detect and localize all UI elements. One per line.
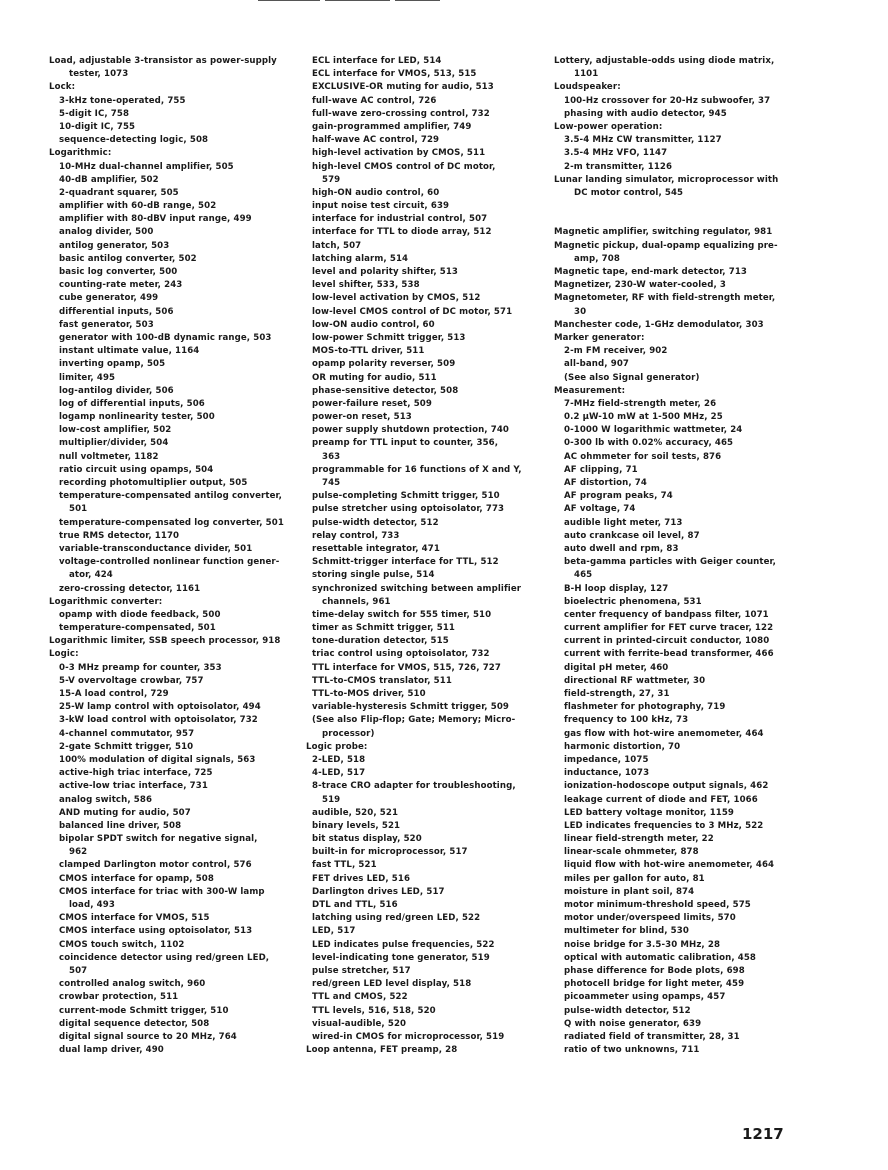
index-entry: power supply shutdown protection, 740 bbox=[312, 425, 509, 436]
index-entry: flashmeter for photography, 719 bbox=[564, 702, 726, 713]
index-entry: TTL and CMOS, 522 bbox=[312, 992, 408, 1003]
index-entry: DC motor control, 545 bbox=[574, 187, 684, 198]
index-entry: TTL-to-CMOS translator, 511 bbox=[312, 675, 452, 686]
index-entry: Measurement: bbox=[554, 385, 626, 396]
index-entry: high-ON audio control, 60 bbox=[312, 187, 440, 198]
index-entry: 3-kHz tone-operated, 755 bbox=[59, 95, 186, 106]
index-entry: TTL-to-MOS driver, 510 bbox=[312, 689, 426, 699]
index-entry: analog switch, 586 bbox=[59, 794, 153, 805]
index-entry: full-wave zero-crossing control, 732 bbox=[312, 108, 490, 119]
index-entry: digital pH meter, 460 bbox=[564, 662, 669, 673]
index-entry: high-level activation by CMOS, 511 bbox=[312, 148, 486, 159]
index-entry: 2-LED, 518 bbox=[312, 754, 366, 765]
index-entry: CMOS interface for opamp, 508 bbox=[59, 873, 214, 884]
index-entry: liquid flow with hot-wire anemometer, 464 bbox=[564, 860, 775, 871]
index-entry: AC ohmmeter for soil tests, 876 bbox=[564, 451, 722, 462]
index-entry: 3.5-4 MHz VFO, 1147 bbox=[564, 148, 668, 159]
index-entry: Magnetic amplifier, switching regulator, 981 bbox=[554, 227, 773, 238]
index-entry: fast TTL, 521 bbox=[312, 860, 377, 871]
index-entry: 3.5-4 MHz CW transmitter, 1127 bbox=[564, 135, 722, 146]
index-entry: 40-dB amplifier, 502 bbox=[59, 174, 159, 185]
index-entry: opamp with diode feedback, 500 bbox=[59, 609, 221, 620]
index-entry: null voltmeter, 1182 bbox=[59, 451, 159, 462]
index-entry: latching using red/green LED, 522 bbox=[312, 913, 481, 924]
top-rule-right bbox=[395, 0, 440, 1]
index-entry: opamp polarity reverser, 509 bbox=[312, 359, 456, 370]
index-entry: variable-hysteresis Schmitt trigger, 509 bbox=[312, 702, 509, 713]
index-entry: 5-digit IC, 758 bbox=[59, 108, 130, 119]
index-entry: latching alarm, 514 bbox=[312, 253, 409, 264]
index-entry: 5-V overvoltage crowbar, 757 bbox=[59, 675, 204, 686]
index-entry: Manchester code, 1-GHz demodulator, 303 bbox=[554, 319, 764, 330]
index-entry: 1101 bbox=[574, 69, 599, 80]
index-entry: latch, 507 bbox=[312, 240, 362, 251]
index-entry bbox=[554, 213, 814, 226]
index-entry: AF clipping, 71 bbox=[564, 464, 638, 475]
index-entry: 10-MHz dual-channel amplifier, 505 bbox=[59, 161, 234, 172]
index-entry: relay control, 733 bbox=[312, 530, 400, 541]
index-entry: 363 bbox=[322, 451, 341, 462]
index-entry: (See also Flip-flop; Gate; Memory; Micro- bbox=[312, 715, 516, 726]
index-entry: level-indicating tone generator, 519 bbox=[312, 952, 490, 963]
index-entry: built-in for microprocessor, 517 bbox=[312, 847, 468, 858]
index-entry: field-strength, 27, 31 bbox=[564, 689, 670, 699]
index-entry: full-wave AC control, 726 bbox=[312, 95, 437, 106]
index-entry: 0-300 lb with 0.02% accuracy, 465 bbox=[564, 438, 734, 449]
index-entry: (See also Signal generator) bbox=[564, 372, 700, 383]
index-entry: Lottery, adjustable-odds using diode matrix, bbox=[554, 56, 775, 66]
index-entry: zero-crossing detector, 1161 bbox=[59, 583, 201, 594]
index-entry: low-cost amplifier, 502 bbox=[59, 425, 172, 436]
index-entry: all-band, 907 bbox=[564, 359, 629, 370]
index-entry: high-level CMOS control of DC motor, bbox=[312, 161, 496, 172]
index-entry: bit status display, 520 bbox=[312, 834, 422, 845]
index-entry: red/green LED level display, 518 bbox=[312, 979, 472, 990]
index-entry: photocell bridge for light meter, 459 bbox=[564, 979, 745, 990]
index-entry: low-ON audio control, 60 bbox=[312, 319, 435, 330]
index-column-1 bbox=[49, 55, 294, 1057]
index-entry: Marker generator: bbox=[554, 332, 645, 343]
index-entry: 30 bbox=[574, 306, 587, 317]
index-entry: 4-channel commutator, 957 bbox=[59, 728, 195, 739]
index-entry: 0.2 μW-10 mW at 1-500 MHz, 25 bbox=[564, 412, 723, 423]
index-entry bbox=[554, 200, 814, 213]
index-entry: 2-gate Schmitt trigger, 510 bbox=[59, 741, 194, 752]
index-entry: 962 bbox=[69, 847, 88, 858]
index-column-3 bbox=[554, 55, 814, 1057]
index-entry: true RMS detector, 1170 bbox=[59, 530, 180, 541]
index-entry: input noise test circuit, 639 bbox=[312, 201, 450, 212]
index-entry: pulse stretcher, 517 bbox=[312, 965, 411, 976]
index-entry: CMOS interface for VMOS, 515 bbox=[59, 913, 210, 924]
index-entry: multimeter for blind, 530 bbox=[564, 926, 689, 937]
index-entry: low-level activation by CMOS, 512 bbox=[312, 293, 481, 304]
index-entry: programmable for 16 functions of X and Y, bbox=[312, 464, 522, 475]
index-entry: FET drives LED, 516 bbox=[312, 873, 411, 884]
index-entry: Loop antenna, FET preamp, 28 bbox=[306, 1045, 458, 1056]
index-entry: 2-m FM receiver, 902 bbox=[564, 346, 668, 357]
index-entry: audible light meter, 713 bbox=[564, 517, 683, 528]
index-entry: noise bridge for 3.5-30 MHz, 28 bbox=[564, 939, 721, 950]
index-entry: 2-quadrant squarer, 505 bbox=[59, 187, 179, 198]
index-entry: temperature-compensated log converter, 501 bbox=[59, 517, 284, 528]
index-entry: ECL interface for LED, 514 bbox=[312, 56, 442, 66]
index-entry: synchronized switching between amplifier bbox=[312, 583, 522, 594]
index-entry: 2-m transmitter, 1126 bbox=[564, 161, 673, 172]
index-entry: temperature-compensated, 501 bbox=[59, 623, 216, 634]
index-entry: phasing with audio detector, 945 bbox=[564, 108, 727, 119]
index-entry: Load, adjustable 3-transistor as power-supply bbox=[49, 56, 277, 66]
index-entry: pulse-width detector, 512 bbox=[312, 517, 439, 528]
index-entry: miles per gallon for auto, 81 bbox=[564, 873, 705, 884]
index-entry: 3-kW load control with optoisolator, 732 bbox=[59, 715, 258, 726]
index-entry: 8-trace CRO adapter for troubleshooting, bbox=[312, 781, 516, 792]
index-entry: ratio circuit using opamps, 504 bbox=[59, 464, 214, 475]
index-entry: half-wave AC control, 729 bbox=[312, 135, 440, 146]
index-entry: amplifier with 80-dBV input range, 499 bbox=[59, 214, 252, 225]
index-entry: coincidence detector using red/green LED, bbox=[59, 952, 270, 963]
index-entry: preamp for TTL input to counter, 356, bbox=[312, 438, 499, 449]
index-entry: Low-power operation: bbox=[554, 121, 663, 132]
top-rule-left bbox=[258, 0, 320, 1]
index-entry: Magnetic pickup, dual-opamp equalizing pre- bbox=[554, 240, 778, 251]
index-entry: generator with 100-dB dynamic range, 503 bbox=[59, 332, 272, 343]
index-entry: TTL interface for VMOS, 515, 726, 727 bbox=[312, 662, 501, 673]
index-entry: 100-Hz crossover for 20-Hz subwoofer, 37 bbox=[564, 95, 771, 106]
index-entry: Lunar landing simulator, microprocessor with bbox=[554, 174, 779, 185]
index-entry: 465 bbox=[574, 570, 593, 581]
index-entry: impedance, 1075 bbox=[564, 754, 649, 765]
index-entry: auto dwell and rpm, 83 bbox=[564, 543, 679, 554]
index-entry: power-on reset, 513 bbox=[312, 412, 412, 423]
index-entry: AND muting for audio, 507 bbox=[59, 807, 191, 818]
index-entry: AF program peaks, 74 bbox=[564, 491, 673, 502]
index-entry: gain-programmed amplifier, 749 bbox=[312, 121, 472, 132]
index-entry: current amplifier for FET curve tracer, 122 bbox=[564, 623, 774, 634]
page-number: 1217 bbox=[742, 1125, 784, 1143]
index-entry: inductance, 1073 bbox=[564, 768, 650, 779]
index-entry: timer as Schmitt trigger, 511 bbox=[312, 623, 455, 634]
index-entry: Logic: bbox=[49, 649, 79, 660]
index-entry: Magnetometer, RF with field-strength meter, bbox=[554, 293, 776, 304]
index-entry: antilog generator, 503 bbox=[59, 240, 170, 251]
index-entry: 10-digit IC, 755 bbox=[59, 121, 136, 132]
index-entry: moisture in plant soil, 874 bbox=[564, 886, 695, 897]
index-entry: log-antilog divider, 506 bbox=[59, 385, 174, 396]
index-entry: low-level CMOS control of DC motor, 571 bbox=[312, 306, 513, 317]
index-entry: analog divider, 500 bbox=[59, 227, 154, 238]
index-entry: motor minimum-threshold speed, 575 bbox=[564, 900, 751, 910]
index-entry: auto crankcase oil level, 87 bbox=[564, 530, 700, 541]
index-entry: Logarithmic converter: bbox=[49, 596, 163, 607]
index-entry: 0-1000 W logarithmic wattmeter, 24 bbox=[564, 425, 743, 436]
index-entry: LED indicates pulse frequencies, 522 bbox=[312, 939, 495, 950]
index-entry: pulse-completing Schmitt trigger, 510 bbox=[312, 491, 500, 502]
index-entry: OR muting for audio, 511 bbox=[312, 372, 437, 383]
index-entry: Magnetic tape, end-mark detector, 713 bbox=[554, 267, 747, 277]
index-entry: phase difference for Bode plots, 698 bbox=[564, 965, 745, 976]
index-entry: power-failure reset, 509 bbox=[312, 398, 432, 409]
index-entry: picoammeter using opamps, 457 bbox=[564, 992, 726, 1003]
index-entry: audible, 520, 521 bbox=[312, 807, 399, 818]
index-entry: B-H loop display, 127 bbox=[564, 583, 669, 594]
index-entry: gas flow with hot-wire anemometer, 464 bbox=[564, 728, 764, 739]
index-entry: bioelectric phenomena, 531 bbox=[564, 596, 702, 607]
index-entry: Q with noise generator, 639 bbox=[564, 1018, 702, 1029]
index-entry: pulse-width detector, 512 bbox=[564, 1005, 691, 1016]
index-entry: inverting opamp, 505 bbox=[59, 359, 166, 370]
index-entry: Logarithmic limiter, SSB speech processor, 918 bbox=[49, 636, 281, 647]
index-entry: digital sequence detector, 508 bbox=[59, 1018, 210, 1029]
index-entry: harmonic distortion, 70 bbox=[564, 741, 681, 752]
index-entry: Magnetizer, 230-W water-cooled, 3 bbox=[554, 280, 726, 291]
index-entry: level and polarity shifter, 513 bbox=[312, 267, 459, 277]
index-entry: logamp nonlinearity tester, 500 bbox=[59, 412, 215, 423]
index-entry: controlled analog switch, 960 bbox=[59, 979, 206, 990]
index-entry: ECL interface for VMOS, 513, 515 bbox=[312, 69, 477, 80]
index-entry: CMOS interface for triac with 300-W lamp bbox=[59, 886, 265, 897]
index-entry: Logic probe: bbox=[306, 741, 368, 752]
index-entry: amplifier with 60-dB range, 502 bbox=[59, 201, 217, 212]
index-entry: 745 bbox=[322, 478, 341, 488]
index-entry: log of differential inputs, 506 bbox=[59, 398, 205, 409]
index-entry: 7-MHz field-strength meter, 26 bbox=[564, 398, 717, 409]
index-entry: Loudspeaker: bbox=[554, 82, 621, 93]
index-entry: directional RF wattmeter, 30 bbox=[564, 675, 706, 686]
index-entry: 519 bbox=[322, 794, 341, 805]
index-entry: fast generator, 503 bbox=[59, 319, 154, 330]
index-entry: basic log converter, 500 bbox=[59, 267, 178, 277]
index-entry: current in printed-circuit conductor, 1080 bbox=[564, 636, 770, 647]
index-column-2 bbox=[306, 55, 544, 1057]
index-entry: EXCLUSIVE-OR muting for audio, 513 bbox=[312, 82, 494, 93]
index-entry: optical with automatic calibration, 458 bbox=[564, 952, 757, 963]
index-entry: phase-sensitive detector, 508 bbox=[312, 385, 459, 396]
index-entry: frequency to 100 kHz, 73 bbox=[564, 715, 689, 726]
index-entry: digital signal source to 20 MHz, 764 bbox=[59, 1031, 237, 1042]
index-entry: linear field-strength meter, 22 bbox=[564, 834, 714, 845]
index-entry: crowbar protection, 511 bbox=[59, 992, 179, 1003]
index-entry: counting-rate meter, 243 bbox=[59, 280, 183, 291]
index-entry: 4-LED, 517 bbox=[312, 768, 366, 779]
index-entry: variable-transconductance divider, 501 bbox=[59, 543, 253, 554]
index-entry: Logarithmic: bbox=[49, 148, 112, 159]
index-entry: level shifter, 533, 538 bbox=[312, 280, 420, 291]
index-entry: cube generator, 499 bbox=[59, 293, 159, 304]
index-entry: 100% modulation of digital signals, 563 bbox=[59, 754, 256, 765]
index-entry: instant ultimate value, 1164 bbox=[59, 346, 200, 357]
index-entry: motor under/overspeed limits, 570 bbox=[564, 913, 736, 924]
index-entry: differential inputs, 506 bbox=[59, 306, 174, 317]
index-entry: wired-in CMOS for microprocessor, 519 bbox=[312, 1031, 505, 1042]
index-entry: visual-audible, 520 bbox=[312, 1018, 407, 1029]
index-entry: limiter, 495 bbox=[59, 372, 116, 383]
index-entry: sequence-detecting logic, 508 bbox=[59, 135, 209, 146]
index-entry: LED, 517 bbox=[312, 926, 356, 937]
index-entry: tester, 1073 bbox=[69, 69, 129, 80]
index-entry: temperature-compensated antilog converter, bbox=[59, 491, 282, 502]
index-entry: MOS-to-TTL driver, 511 bbox=[312, 346, 425, 357]
index-entry: basic antilog converter, 502 bbox=[59, 253, 197, 264]
index-entry: 0-3 MHz preamp for counter, 353 bbox=[59, 662, 222, 673]
index-entry: TTL levels, 516, 518, 520 bbox=[312, 1005, 436, 1016]
index-entry: current-mode Schmitt trigger, 510 bbox=[59, 1005, 229, 1016]
index-entry: voltage-controlled nonlinear function gener- bbox=[59, 557, 280, 568]
index-entry: interface for TTL to diode array, 512 bbox=[312, 227, 492, 238]
index-entry: current with ferrite-bead transformer, 466 bbox=[564, 649, 774, 660]
index-entry: AF distortion, 74 bbox=[564, 478, 647, 488]
index-entry: 25-W lamp control with optoisolator, 494 bbox=[59, 702, 261, 713]
index-entry: resettable integrator, 471 bbox=[312, 543, 440, 554]
index-entry: leakage current of diode and FET, 1066 bbox=[564, 794, 758, 805]
index-entry: center frequency of bandpass filter, 1071 bbox=[564, 609, 769, 620]
index-entry: clamped Darlington motor control, 576 bbox=[59, 860, 252, 871]
index-entry: DTL and TTL, 516 bbox=[312, 900, 398, 910]
index-entry: CMOS interface using optoisolator, 513 bbox=[59, 926, 253, 937]
index-entry: 579 bbox=[322, 174, 341, 185]
index-entry: ratio of two unknowns, 711 bbox=[564, 1045, 700, 1056]
index-entry: active-low triac interface, 731 bbox=[59, 781, 208, 792]
index-entry: active-high triac interface, 725 bbox=[59, 768, 213, 779]
top-rule-middle bbox=[325, 0, 390, 1]
index-entry: 15-A load control, 729 bbox=[59, 689, 169, 699]
index-entry: Lock: bbox=[49, 82, 76, 93]
index-entry: 501 bbox=[69, 504, 88, 515]
index-entry: storing single pulse, 514 bbox=[312, 570, 435, 581]
index-entry: channels, 961 bbox=[322, 596, 391, 607]
index-entry: bipolar SPDT switch for negative signal, bbox=[59, 834, 258, 845]
index-entry: beta-gamma particles with Geiger counter, bbox=[564, 557, 776, 568]
index-entry: interface for industrial control, 507 bbox=[312, 214, 488, 225]
index-entry: dual lamp driver, 490 bbox=[59, 1045, 164, 1056]
index-entry: balanced line driver, 508 bbox=[59, 820, 182, 831]
index-entry: ator, 424 bbox=[69, 570, 113, 581]
index-entry: binary levels, 521 bbox=[312, 820, 401, 831]
index-entry: Schmitt-trigger interface for TTL, 512 bbox=[312, 557, 499, 568]
index-entry: load, 493 bbox=[69, 900, 115, 910]
index-entry: ionization-hodoscope output signals, 462 bbox=[564, 781, 769, 792]
index-entry: low-power Schmitt trigger, 513 bbox=[312, 332, 466, 343]
index-entry: recording photomultiplier output, 505 bbox=[59, 478, 248, 488]
index-entry: AF voltage, 74 bbox=[564, 504, 636, 515]
index-entry: tone-duration detector, 515 bbox=[312, 636, 449, 647]
index-entry: triac control using optoisolator, 732 bbox=[312, 649, 490, 660]
index-entry: time-delay switch for 555 timer, 510 bbox=[312, 609, 492, 620]
index-entry: LED indicates frequencies to 3 MHz, 522 bbox=[564, 820, 764, 831]
index-entry: pulse stretcher using optoisolator, 773 bbox=[312, 504, 505, 515]
index-entry: processor) bbox=[322, 728, 375, 739]
index-entry: amp, 708 bbox=[574, 253, 620, 264]
index-entry: linear-scale ohmmeter, 878 bbox=[564, 847, 699, 858]
index-entry: Darlington drives LED, 517 bbox=[312, 886, 445, 897]
index-entry: 507 bbox=[69, 965, 88, 976]
index-entry: radiated field of transmitter, 28, 31 bbox=[564, 1031, 740, 1042]
index-entry: LED battery voltage monitor, 1159 bbox=[564, 807, 735, 818]
index-entry: CMOS touch switch, 1102 bbox=[59, 939, 185, 950]
index-entry: multiplier/divider, 504 bbox=[59, 438, 169, 449]
